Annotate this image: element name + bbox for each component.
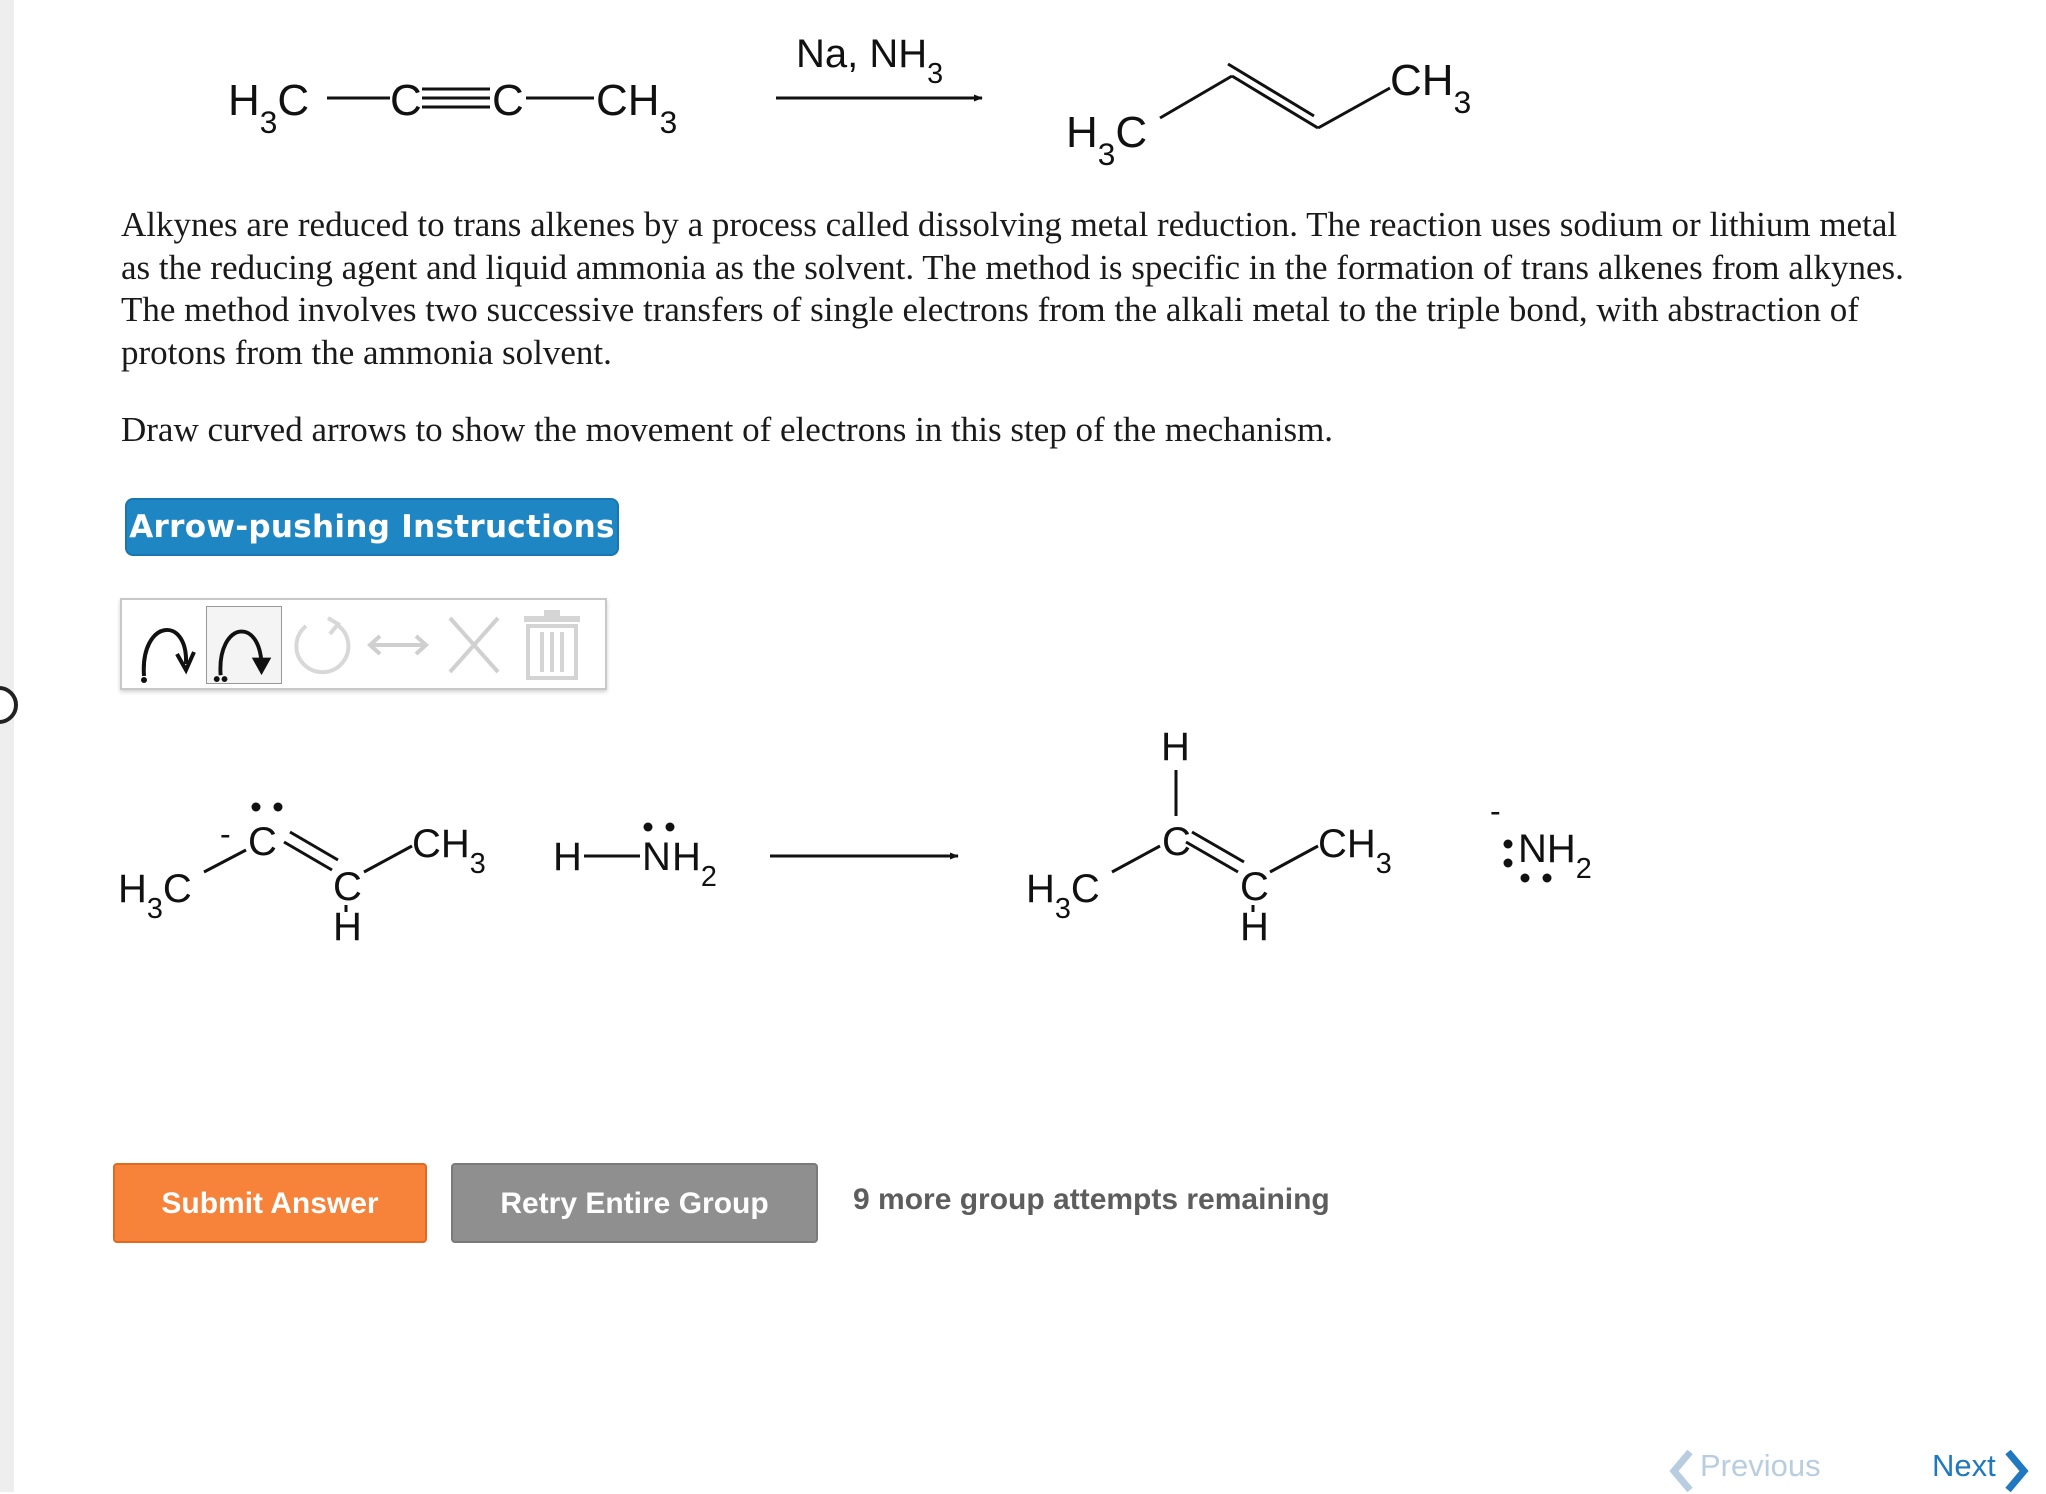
rotate-icon (284, 606, 360, 684)
top-reactant-alkyne (228, 76, 677, 140)
retry-entire-group-button[interactable]: Retry Entire Group (451, 1163, 818, 1243)
lone-pair-dot (252, 803, 261, 812)
carbanion-h: H (333, 905, 362, 949)
submit-answer-button[interactable]: Submit Answer (113, 1163, 427, 1243)
single-electron-arrow-icon[interactable] (130, 606, 206, 684)
lone-pair-dot (666, 823, 675, 832)
task-prompt: Draw curved arrows to show the movement of electrons in this step of the mechanism. (121, 410, 1334, 449)
delete-x-icon (436, 606, 512, 684)
next-chevron-icon[interactable] (2002, 1448, 2032, 1494)
alkene-left-methyl: $H_3C$ (1066, 108, 1148, 172)
carbanion-carbon-2: C (333, 865, 362, 909)
previous-link[interactable]: Previous (1700, 1448, 1821, 1483)
mechanism-product-alkene (1026, 725, 1392, 949)
product-carbon-1: C (1162, 820, 1191, 864)
trash-icon (514, 606, 590, 684)
top-product-trans-alkene (1066, 56, 1471, 172)
product-top-h: H (1161, 725, 1190, 769)
lone-pair-dot (644, 823, 653, 832)
attempts-remaining-text: 9 more group attempts remaining (853, 1183, 1330, 1216)
ammonia-h: H (553, 835, 582, 879)
product-bottom-h: H (1240, 905, 1269, 949)
lone-pair-dot (274, 803, 283, 812)
carbanion-left-methyl: $H_3C$ (118, 867, 192, 925)
resonance-arrow-icon (360, 606, 436, 684)
mechanism-amide-anion (1490, 793, 1592, 885)
lone-pair-dot (1504, 859, 1513, 868)
arrow-toolbar (120, 598, 607, 690)
ammonia-h2: $H_2$ (672, 835, 717, 893)
ammonia-nitrogen: N (642, 835, 671, 879)
carbanion-carbon: C (248, 820, 277, 864)
lone-pair-dot (1543, 874, 1552, 883)
mechanism-ammonia (553, 823, 717, 894)
product-right-methyl: $CH_3$ (1318, 822, 1392, 880)
description-paragraph: Alkynes are reduced to trans alkenes by a process called dissolving metal reduction. The reaction uses sodium or lithium metal as the reducing agent and liquid ammonia as the solvent. The method is specific in the formation of trans alkenes from alkynes. The method involves two successive transfers of single electrons from the alkali metal to the triple bond, with abstraction of protons from the ammonia solvent. (121, 205, 1904, 372)
previous-chevron-icon[interactable] (1666, 1448, 1696, 1494)
next-link[interactable]: Next (1932, 1448, 1996, 1483)
reagent-label: Na, $NH_3$ (796, 32, 944, 90)
lone-pair-dot (1521, 874, 1530, 883)
alkyne-carbon-1: C (390, 76, 422, 125)
product-carbon-2: C (1240, 865, 1269, 909)
product-left-methyl: $H_3C$ (1026, 867, 1100, 925)
amide-label: $NH_2$ (1518, 827, 1592, 885)
alkyne-right-methyl: $CH_3$ (596, 76, 678, 140)
alkene-right-methyl: $CH_3$ (1390, 56, 1472, 120)
amide-charge: - (1490, 793, 1501, 829)
mechanism-carbanion (118, 803, 486, 950)
electron-pair-arrow-icon[interactable] (206, 606, 282, 684)
alkyne-left-methyl: $H_3C$ (228, 76, 310, 140)
alkyne-carbon-2: C (492, 76, 524, 125)
carbanion-right-methyl: $CH_3$ (412, 822, 486, 880)
arrow-pushing-instructions-button[interactable]: Arrow-pushing Instructions (125, 498, 619, 556)
lone-pair-dot (1504, 840, 1513, 849)
carbanion-charge: - (220, 816, 231, 852)
